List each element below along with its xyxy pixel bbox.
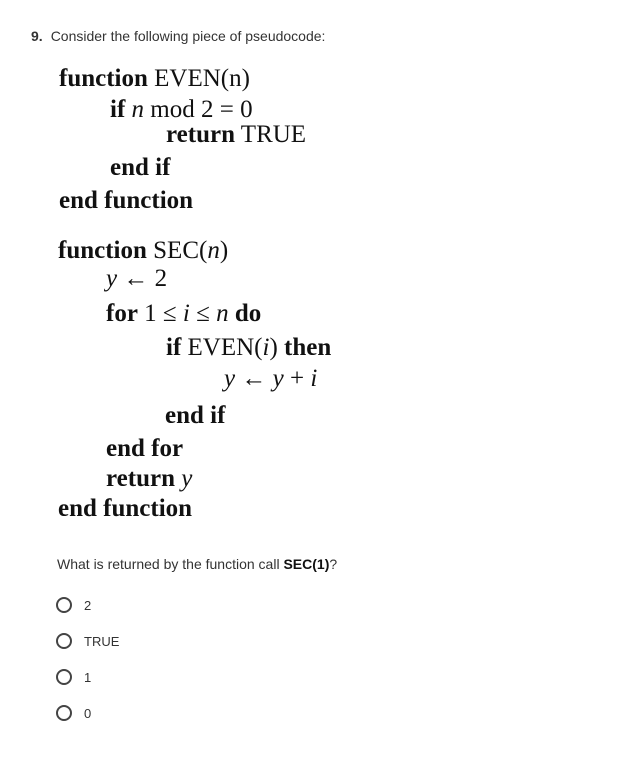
assign-arrow: ← — [241, 365, 267, 392]
paren: ) — [269, 334, 278, 361]
prompt-call: SEC(1) — [283, 556, 330, 572]
question-prompt — [57, 556, 337, 572]
option-2[interactable] — [56, 594, 91, 616]
keyword-then: then — [284, 334, 332, 361]
variable: i — [310, 365, 318, 392]
paren: ) — [219, 237, 229, 264]
range-end: n — [216, 300, 229, 327]
radio-button[interactable] — [56, 633, 72, 649]
option-label: 1 — [84, 669, 92, 685]
code-line-end-function: end function — [59, 187, 194, 214]
keyword-function: function — [59, 65, 148, 92]
code-line-return — [166, 122, 306, 147]
variable: n — [131, 96, 145, 123]
variable: y — [106, 265, 118, 292]
keyword-if: if — [110, 96, 126, 123]
code-line-end-function: end function — [58, 495, 193, 522]
prompt-suffix: ? — [329, 556, 338, 572]
assignment: ← 2 — [123, 265, 168, 292]
option-label: 2 — [84, 597, 92, 613]
option-1[interactable] — [56, 666, 91, 688]
condition: mod 2 = 0 — [150, 96, 253, 123]
radio-button[interactable] — [56, 669, 72, 685]
question-number: 9. — [31, 28, 43, 44]
code-line-update — [224, 366, 317, 391]
keyword-if: if — [166, 334, 182, 361]
range-operator: ≤ — [196, 300, 210, 327]
code-line-end-if: end if — [165, 402, 226, 429]
operator: + — [289, 365, 305, 392]
return-value: TRUE — [240, 121, 307, 148]
code-line-if — [110, 97, 253, 122]
question-text: Consider the following piece of pseudocode: — [50, 28, 326, 44]
radio-button[interactable] — [56, 597, 72, 613]
variable: y — [224, 365, 236, 392]
keyword-function: function — [58, 237, 147, 264]
variable: y — [272, 365, 284, 392]
radio-button[interactable] — [56, 705, 72, 721]
code-line-assign — [106, 266, 167, 291]
keyword-do: do — [234, 300, 262, 327]
parameter: n — [207, 237, 220, 264]
option-label: TRUE — [84, 633, 120, 649]
keyword-for: for — [106, 300, 138, 327]
return-variable: y — [181, 465, 193, 492]
code-line-end-if: end if — [110, 154, 171, 181]
code-line-if-even — [166, 335, 331, 360]
keyword-return: return — [106, 465, 175, 492]
option-0[interactable] — [56, 702, 91, 724]
code-line-for — [106, 301, 261, 326]
code-line-function-sec — [58, 238, 228, 263]
question-header — [31, 28, 325, 44]
code-line-return — [106, 466, 192, 491]
range-start: 1 ≤ — [144, 300, 177, 327]
argument: i — [262, 334, 270, 361]
code-line-function-even — [59, 66, 250, 91]
function-name: SEC( — [153, 237, 208, 264]
function-name: EVEN(n) — [154, 65, 250, 92]
option-label: 0 — [84, 705, 92, 721]
keyword-return: return — [166, 121, 235, 148]
function-call: EVEN( — [187, 334, 263, 361]
code-line-end-for: end for — [106, 435, 184, 462]
prompt-prefix: What is returned by the function call — [57, 556, 284, 572]
loop-variable: i — [182, 300, 190, 327]
option-true[interactable] — [56, 630, 119, 652]
